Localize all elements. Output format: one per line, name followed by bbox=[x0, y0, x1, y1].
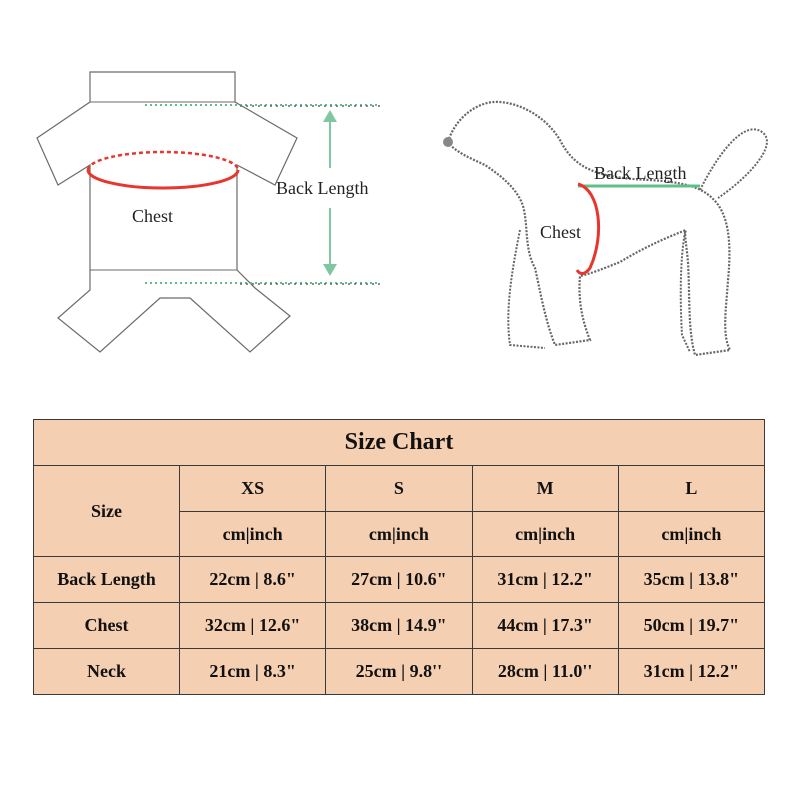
table-cell: 22cm | 8.6" bbox=[180, 557, 326, 603]
table-cell: 32cm | 12.6" bbox=[180, 603, 326, 649]
size-xs-header: XS bbox=[180, 466, 326, 512]
table-cell: 27cm | 10.6" bbox=[326, 557, 472, 603]
unit-label-s: cm|inch bbox=[326, 512, 472, 557]
garment-back-length-label: Back Length bbox=[276, 178, 369, 198]
table-cell: 38cm | 14.9" bbox=[326, 603, 472, 649]
dog-nose bbox=[443, 137, 453, 147]
row-label-neck: Neck bbox=[34, 649, 180, 695]
table-row bbox=[34, 603, 765, 649]
size-header: Size bbox=[34, 466, 180, 557]
dog-outline bbox=[448, 102, 730, 355]
table-row bbox=[34, 649, 765, 695]
table-cell: 44cm | 17.3" bbox=[472, 603, 618, 649]
dog-back-length-label: Back Length bbox=[594, 163, 687, 183]
size-l-header: L bbox=[618, 466, 764, 512]
row-label-chest: Chest bbox=[34, 603, 180, 649]
back-length-arrowhead-down bbox=[323, 264, 337, 276]
table-cell: 31cm | 12.2" bbox=[618, 649, 764, 695]
garment-chest-label: Chest bbox=[132, 206, 174, 226]
back-length-arrowhead-up bbox=[323, 110, 337, 122]
size-m-header: M bbox=[472, 466, 618, 512]
table-cell: 35cm | 13.8" bbox=[618, 557, 764, 603]
table-cell: 31cm | 12.2" bbox=[472, 557, 618, 603]
dog-tail bbox=[700, 129, 767, 198]
table-cell: 28cm | 11.0'' bbox=[472, 649, 618, 695]
table-cell: 21cm | 8.3" bbox=[180, 649, 326, 695]
table-cell: 25cm | 9.8'' bbox=[326, 649, 472, 695]
garment-diagram bbox=[37, 72, 380, 352]
unit-label-l: cm|inch bbox=[618, 512, 764, 557]
unit-label-m: cm|inch bbox=[472, 512, 618, 557]
dog-diagram bbox=[443, 102, 767, 355]
table-row bbox=[34, 557, 765, 603]
size-chart-title: Size Chart bbox=[34, 420, 765, 466]
unit-label-xs: cm|inch bbox=[180, 512, 326, 557]
size-chart-table bbox=[33, 419, 765, 695]
row-label-back-length: Back Length bbox=[34, 557, 180, 603]
table-cell: 50cm | 19.7" bbox=[618, 603, 764, 649]
dog-chest-label: Chest bbox=[540, 222, 582, 242]
size-s-header: S bbox=[326, 466, 472, 512]
